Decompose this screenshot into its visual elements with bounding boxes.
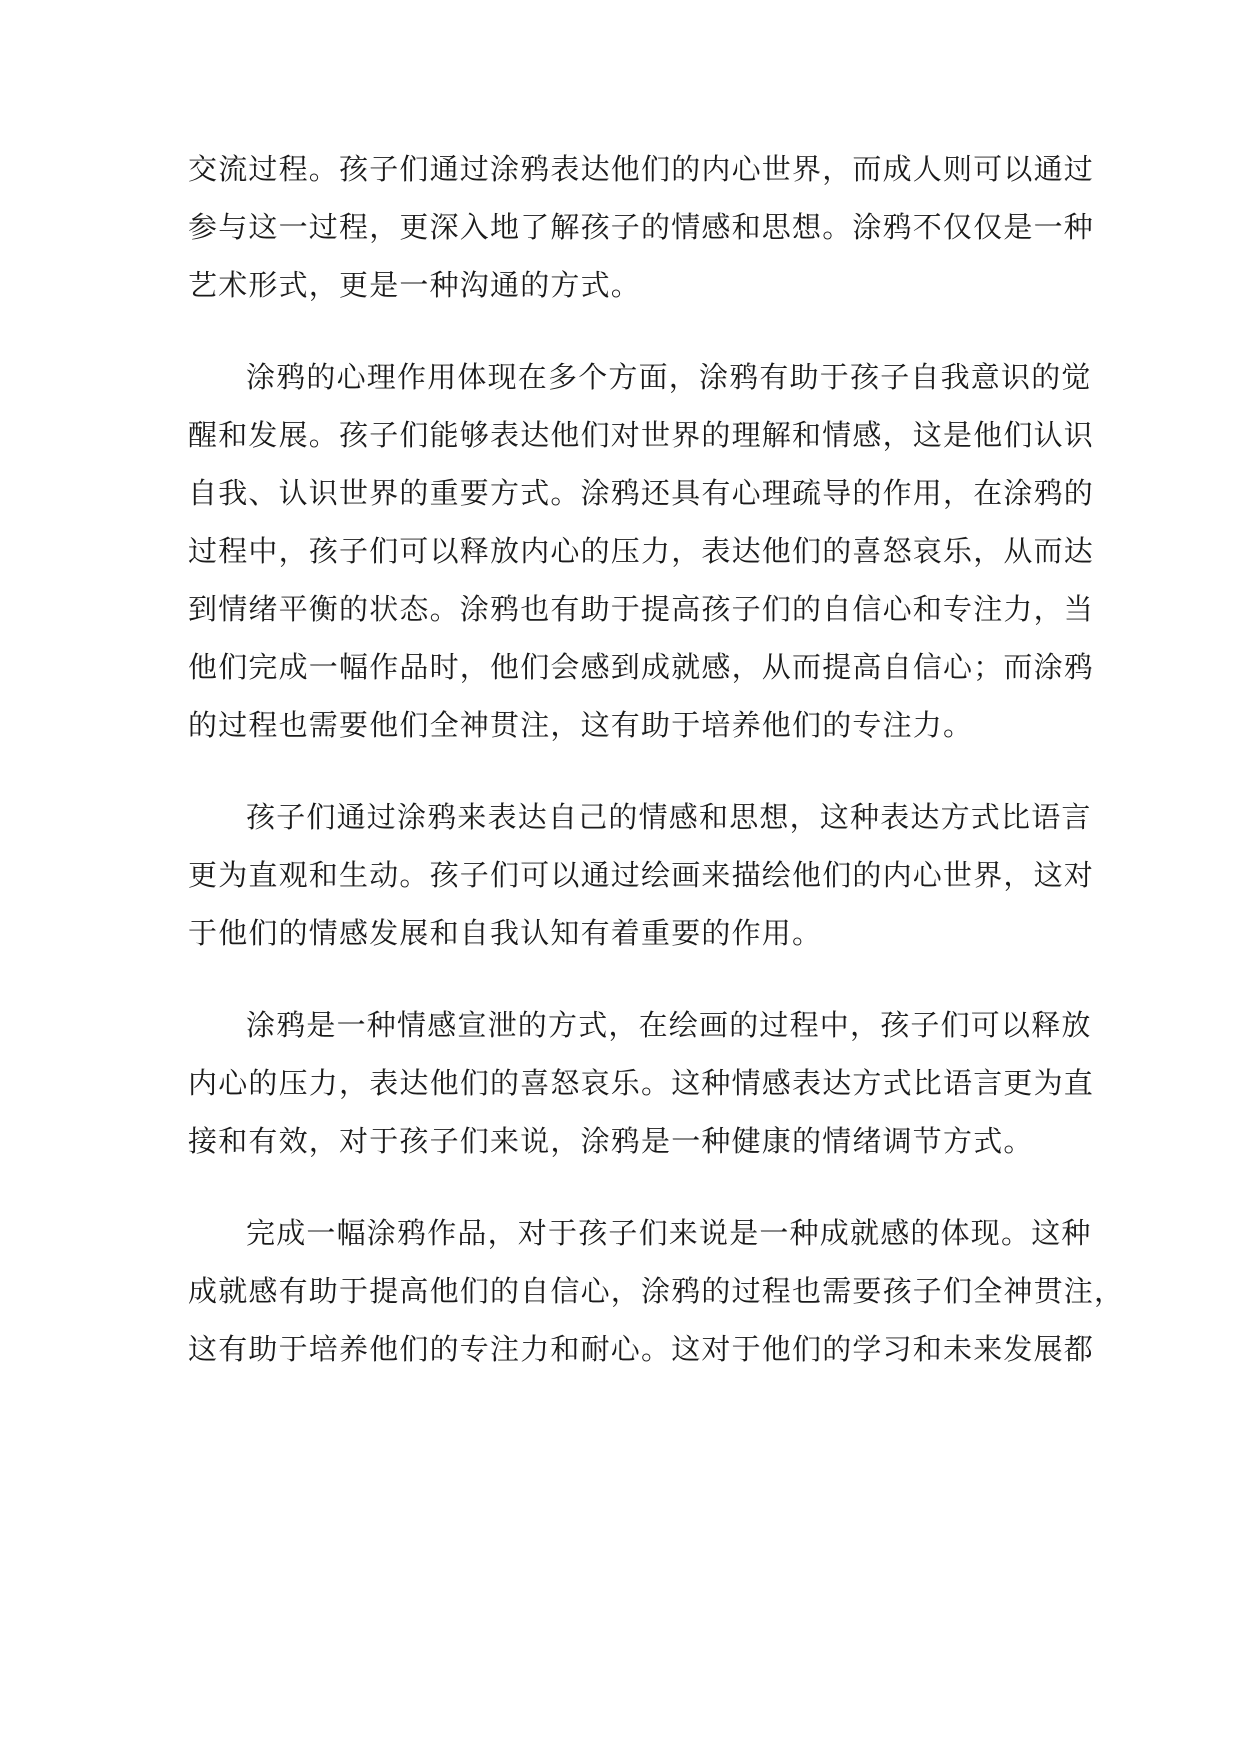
text-line: 艺术形式，更是一种沟通的方式。: [188, 268, 642, 302]
text-line: 过程中，孩子们可以释放内心的压力，表达他们的喜怒哀乐，从而达: [188, 534, 1095, 568]
text-line: 涂鸦是一种情感宣泄的方式，在绘画的过程中，孩子们可以释放: [246, 1008, 1092, 1042]
body-text: [188, 140, 1125, 1378]
text-line: 成就感有助于提高他们的自信心，涂鸦的过程也需要孩子们全神贯注，: [188, 1274, 1125, 1308]
text-line: 到情绪平衡的状态。涂鸦也有助于提高孩子们的自信心和专注力，当: [188, 592, 1095, 626]
text-line: 接和有效，对于孩子们来说，涂鸦是一种健康的情绪调节方式。: [188, 1124, 1034, 1158]
text-line: 醒和发展。孩子们能够表达他们对世界的理解和情感，这是他们认识: [188, 418, 1095, 452]
text-line: 涂鸦的心理作用体现在多个方面，涂鸦有助于孩子自我意识的觉: [246, 360, 1092, 394]
text-line: 孩子们通过涂鸦来表达自己的情感和思想，这种表达方式比语言: [246, 800, 1092, 834]
text-line: 自我、认识世界的重要方式。涂鸦还具有心理疏导的作用，在涂鸦的: [188, 476, 1095, 510]
text-line: 更为直观和生动。孩子们可以通过绘画来描绘他们的内心世界，这对: [188, 858, 1095, 892]
text-line: 交流过程。孩子们通过涂鸦表达他们的内心世界，而成人则可以通过: [188, 152, 1095, 186]
text-line: 他们完成一幅作品时，他们会感到成就感，从而提高自信心；而涂鸦: [188, 650, 1095, 684]
text-line: 内心的压力，表达他们的喜怒哀乐。这种情感表达方式比语言更为直: [188, 1066, 1095, 1100]
text-line: 于他们的情感发展和自我认知有着重要的作用。: [188, 916, 823, 950]
text-line: 完成一幅涂鸦作品，对于孩子们来说是一种成就感的体现。这种: [246, 1216, 1092, 1250]
text-line: 参与这一过程，更深入地了解孩子的情感和思想。涂鸦不仅仅是一种: [188, 210, 1095, 244]
text-line: 这有助于培养他们的专注力和耐心。这对于他们的学习和未来发展都: [188, 1332, 1095, 1366]
text-line: 的过程也需要他们全神贯注，这有助于培养他们的专注力。: [188, 708, 974, 742]
